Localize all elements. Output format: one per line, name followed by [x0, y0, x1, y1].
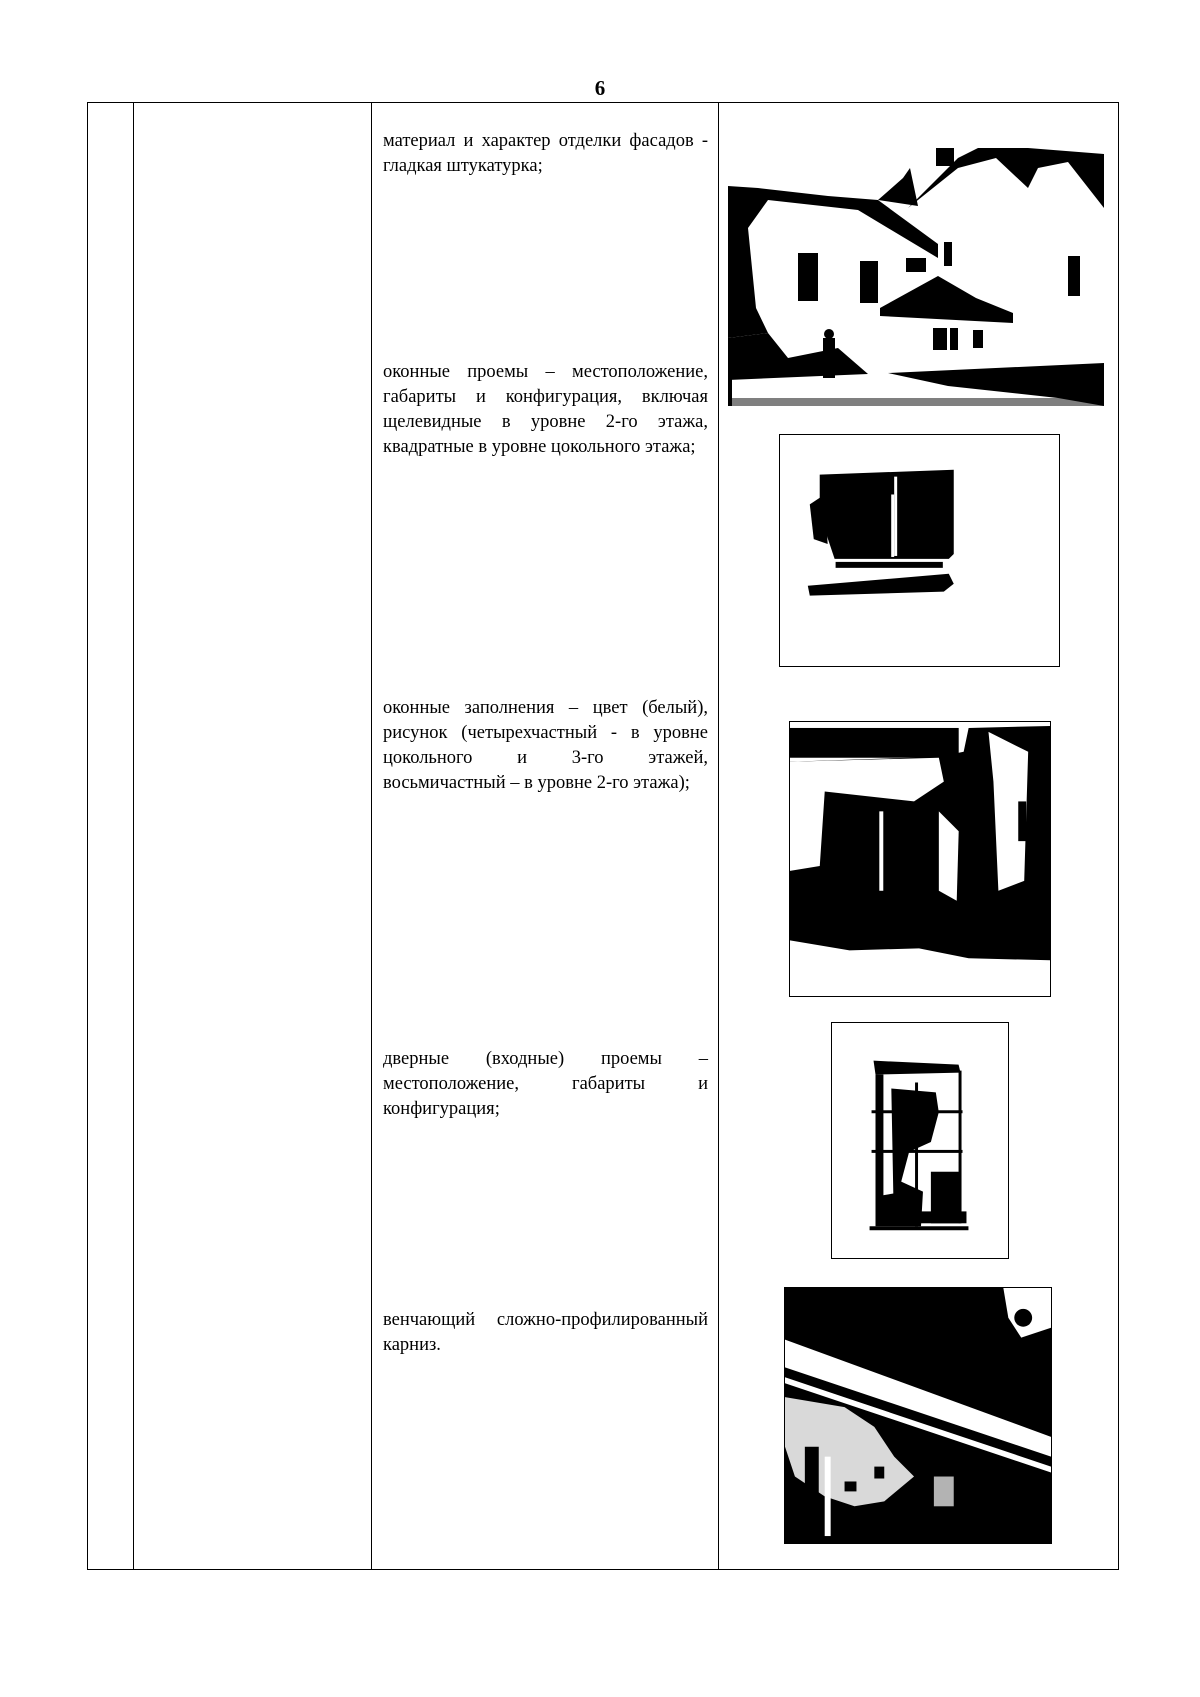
- door-opening-photo: [831, 1022, 1009, 1259]
- window-opening-photo: [779, 434, 1060, 667]
- row-5-text: венчающий сложно-профилированный карниз.: [383, 1310, 708, 1355]
- table-column-divider-3: [718, 102, 719, 1570]
- row-3-text: оконные заполнения – цвет (белый), рисунок (четырехчастный - в уровне цокольного и 3-го этажей, восьмичастный – в уровне 2-го этажа);: [383, 698, 708, 793]
- window-fill-photo: [789, 721, 1051, 997]
- row-1-text: материал и характер отделки фасадов - гладкая штукатурка;: [383, 131, 708, 176]
- table-column-divider-2: [371, 102, 372, 1570]
- building-facade-photo: [728, 148, 1104, 406]
- cornice-photo: [784, 1287, 1052, 1544]
- table-column-divider-1: [133, 102, 134, 1570]
- row-4-text: дверные (входные) проемы – местоположение, габариты и конфигурация;: [383, 1049, 708, 1119]
- row-2-text: оконные проемы – местоположение, габариты и конфигурация, включая щелевидные в уровне 2-го этажа, квадратные в уровне цокольного этажа;: [383, 362, 708, 457]
- page-number: 6: [594, 76, 606, 100]
